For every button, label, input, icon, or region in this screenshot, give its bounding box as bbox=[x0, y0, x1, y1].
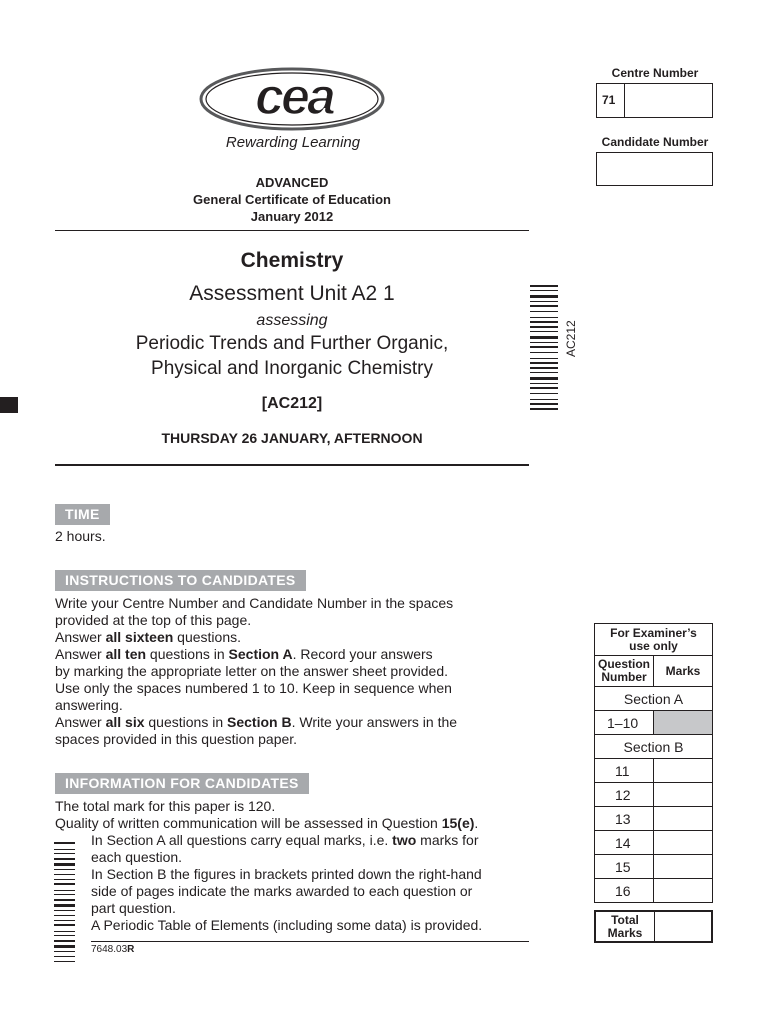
centre-number-prefix: 71 bbox=[597, 84, 625, 117]
instr-line: Answer all six questions in Section B. Write your answers in the bbox=[55, 714, 458, 730]
barcode-icon bbox=[54, 842, 76, 966]
question-number: 13 bbox=[595, 807, 654, 830]
section-a-range-row bbox=[595, 710, 712, 734]
exam-date: THURSDAY 26 JANUARY, AFTERNOON bbox=[161, 430, 423, 446]
time-text: 2 hours. bbox=[55, 528, 106, 544]
instr-line: by marking the appropriate letter on the answer sheet provided. bbox=[55, 663, 449, 679]
question-row bbox=[595, 758, 712, 782]
marks-cell-shaded bbox=[654, 711, 712, 734]
footer-code: 7648.03R bbox=[91, 944, 135, 955]
section-a-label: Section A bbox=[623, 690, 684, 707]
info-line: each question. bbox=[91, 849, 183, 865]
question-number: 11 bbox=[595, 759, 654, 782]
instr-line: spaces provided in this question paper. bbox=[55, 731, 298, 747]
info-line: In Section B the figures in brackets printed down the right-hand bbox=[91, 866, 482, 882]
topic-line-2: Physical and Inorganic Chemistry bbox=[151, 358, 433, 379]
examiner-title: For Examiner’s use only bbox=[610, 625, 697, 653]
instr-line: Use only the spaces numbered 1 to 10. Keep in sequence when bbox=[55, 680, 452, 696]
assessment-unit: Assessment Unit A2 1 bbox=[189, 282, 395, 305]
barcode-label: AC212 bbox=[564, 320, 578, 357]
topic-line-1: Periodic Trends and Further Organic, bbox=[135, 333, 449, 354]
footer-rule bbox=[91, 941, 529, 942]
instructions-label: INSTRUCTIONS TO CANDIDATES bbox=[55, 570, 306, 591]
marks-cell[interactable] bbox=[654, 831, 712, 854]
information-label: INFORMATION FOR CANDIDATES bbox=[55, 773, 309, 794]
instr-line: provided at the top of this page. bbox=[55, 612, 252, 628]
question-row bbox=[595, 878, 712, 902]
paper-code: [AC212] bbox=[261, 395, 323, 412]
instr-line: Write your Centre Number and Candidate Number in the spaces bbox=[55, 595, 454, 611]
marks-cell[interactable] bbox=[654, 855, 712, 878]
marks-cell[interactable] bbox=[654, 879, 712, 902]
section-a-row bbox=[595, 686, 712, 710]
info-line: side of pages indicate the marks awarded to each question or bbox=[91, 883, 473, 899]
question-row bbox=[595, 782, 712, 806]
section-b-label: Section B bbox=[623, 738, 684, 755]
info-line: In Section A all questions carry equal marks, i.e. two marks for bbox=[91, 832, 479, 848]
assessing-label: assessing bbox=[256, 312, 328, 329]
candidate-number-label: Candidate Number bbox=[601, 135, 709, 149]
marks-cell[interactable] bbox=[654, 783, 712, 806]
barcode-icon bbox=[530, 285, 560, 411]
col-marks: Marks bbox=[665, 664, 701, 678]
section-a-range: 1–10 bbox=[595, 711, 654, 734]
information-text-a bbox=[55, 798, 535, 832]
marks-cell[interactable] bbox=[654, 807, 712, 830]
question-number: 16 bbox=[595, 879, 654, 902]
time-label: TIME bbox=[55, 504, 110, 525]
info-line: A Periodic Table of Elements (including some data) is provided. bbox=[91, 917, 483, 933]
registration-mark bbox=[0, 397, 18, 413]
total-marks-label: Total Marks bbox=[596, 912, 655, 941]
information-text-b bbox=[91, 832, 536, 934]
examiner-table bbox=[594, 623, 713, 903]
marks-cell[interactable] bbox=[654, 759, 712, 782]
logo-tagline: Rewarding Learning bbox=[225, 134, 361, 151]
total-marks-cell[interactable] bbox=[655, 912, 711, 941]
divider-bottom bbox=[55, 464, 529, 466]
question-number: 15 bbox=[595, 855, 654, 878]
cea-logo bbox=[198, 66, 386, 132]
total-marks-box bbox=[594, 910, 713, 943]
question-number: 12 bbox=[595, 783, 654, 806]
qualification-text: General Certificate of Education bbox=[193, 192, 391, 207]
question-row bbox=[595, 806, 712, 830]
candidate-number-field[interactable] bbox=[596, 152, 713, 186]
instr-line: answering. bbox=[55, 697, 123, 713]
info-line: part question. bbox=[91, 900, 176, 916]
divider-top bbox=[55, 230, 529, 231]
question-number: 14 bbox=[595, 831, 654, 854]
question-row bbox=[595, 830, 712, 854]
info-line: Quality of written communication will be assessed in Question 15(e). bbox=[55, 815, 479, 831]
instr-line: Answer all sixteen questions. bbox=[55, 629, 241, 645]
question-row bbox=[595, 854, 712, 878]
examiner-header-row bbox=[595, 655, 712, 686]
centre-number-field[interactable] bbox=[596, 83, 713, 118]
instr-line: Answer all ten questions in Section A. Record your answers bbox=[55, 646, 433, 662]
qualification-header bbox=[150, 174, 434, 225]
instructions-text bbox=[55, 595, 535, 748]
examiner-title-row bbox=[595, 624, 712, 655]
svg-text:cea: cea bbox=[255, 68, 333, 126]
info-line: The total mark for this paper is 120. bbox=[55, 798, 276, 814]
subject-title: Chemistry bbox=[240, 249, 344, 272]
col-question-number: Question Number bbox=[595, 656, 654, 686]
centre-number-label: Centre Number bbox=[611, 66, 699, 80]
session-text: January 2012 bbox=[250, 209, 334, 224]
section-b-row bbox=[595, 734, 712, 758]
level-text: ADVANCED bbox=[255, 175, 329, 190]
